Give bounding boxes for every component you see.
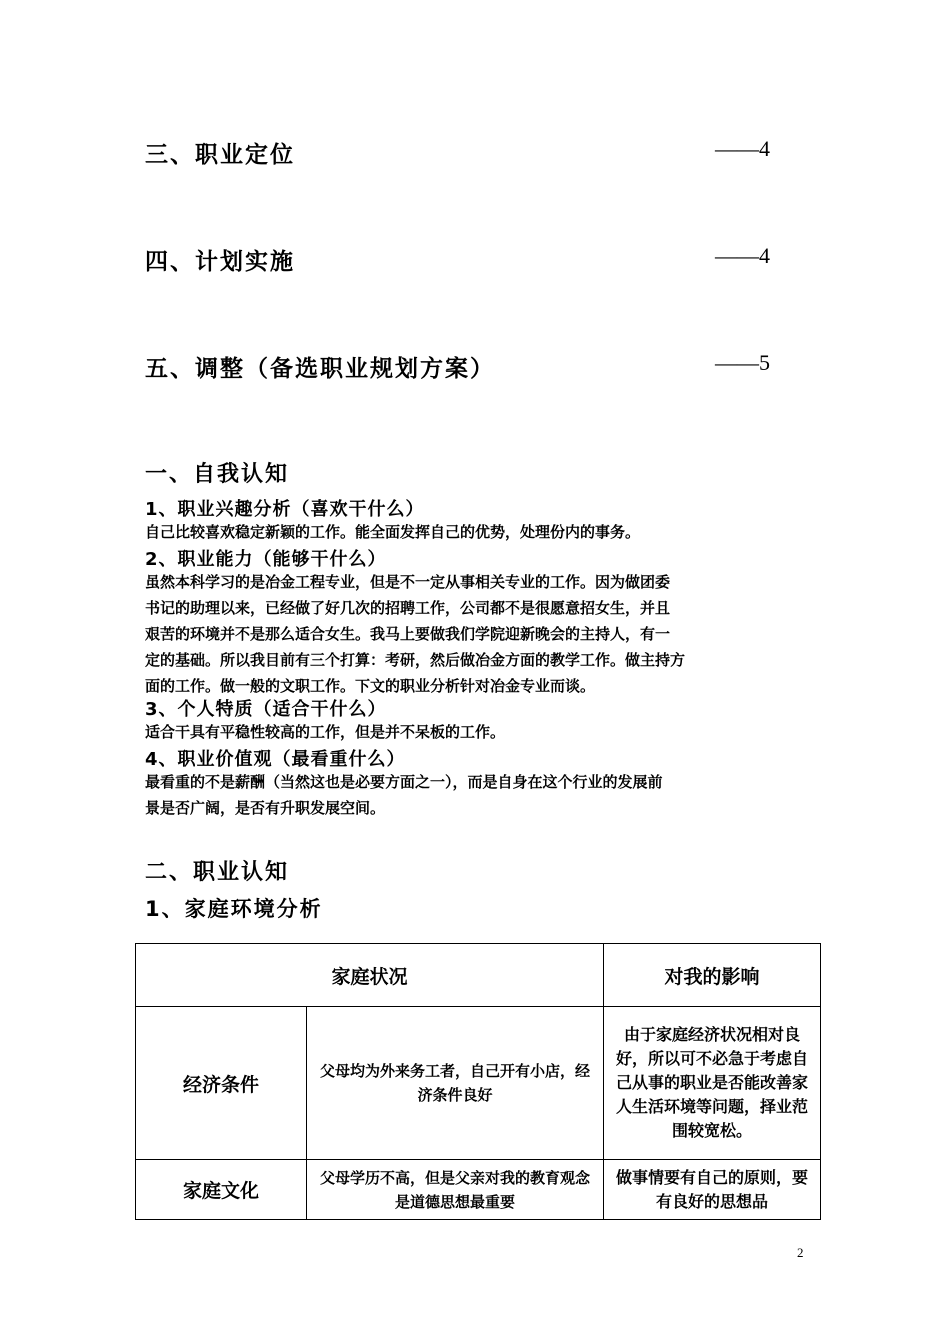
- row-description: 父母均为外来务工者，自己开有小店，经济条件良好: [307, 1007, 604, 1160]
- table-row: [136, 1160, 821, 1220]
- row-effect: 做事情要有自己的原则，要有良好的思想品: [604, 1160, 821, 1220]
- text-line: 最看重的不是薪酬（当然这也是必要方面之一），而是自身在这个行业的发展前: [145, 773, 663, 791]
- header-effect-on-me: 对我的影响: [604, 944, 821, 1007]
- text-line: 定的基础。所以我目前有三个打算：考研，然后做冶金方面的教学工作。做主持方: [145, 651, 686, 669]
- table-row: [136, 1007, 821, 1160]
- page-number: 2: [797, 1245, 804, 1260]
- section-heading-self-awareness: 一、自我认知: [145, 462, 290, 487]
- text-line: 自己比较喜欢稳定新颖的工作。能全面发挥自己的优势，处理份内的事务。: [145, 523, 641, 541]
- toc-entry-3[interactable]: [145, 136, 770, 176]
- text-line: 虽然本科学习的是冶金工程专业，但是不一定从事相关专业的工作。因为做团委: [145, 573, 671, 591]
- text-line: 艰苦的环境并不是那么适合女生。我马上要做我们学院迎新晚会的主持人，有一: [145, 625, 671, 643]
- paragraph-interest: [145, 519, 813, 545]
- toc-entry-5[interactable]: [145, 350, 770, 390]
- family-environment-table: [135, 943, 821, 1220]
- toc-entry-4[interactable]: [145, 243, 770, 283]
- header-family-situation: 家庭状况: [136, 944, 604, 1007]
- row-description: 父母学历不高，但是父亲对我的教育观念是道德思想最重要: [307, 1160, 604, 1220]
- toc-page-ref: ——5: [715, 350, 770, 375]
- subheading-traits: 3、个人特质（适合干什么）: [145, 699, 387, 720]
- text-line: 面的工作。做一般的文职工作。下文的职业分析针对冶金专业而谈。: [145, 677, 596, 695]
- toc-page-ref: ——4: [715, 243, 770, 268]
- subheading-family-environment: 1、家庭环境分析: [145, 897, 323, 921]
- row-effect: 由于家庭经济状况相对良好，所以可不必急于考虑自己从事的职业是否能改善家人生活环境等问题，择业范围较宽松。: [604, 1007, 821, 1160]
- text-line: 景是否广阔，是否有升职发展空间。: [145, 799, 386, 817]
- row-category: 家庭文化: [136, 1160, 307, 1220]
- paragraph-ability: [145, 569, 813, 699]
- row-category: 经济条件: [136, 1007, 307, 1160]
- toc-title: 四、计划实施: [145, 249, 295, 275]
- paragraph-values: [145, 769, 813, 821]
- section-heading-career-awareness: 二、职业认知: [145, 860, 290, 885]
- text-line: 适合干具有平稳性较高的工作，但是并不呆板的工作。: [145, 723, 506, 741]
- subheading-interest: 1、职业兴趣分析（喜欢干什么）: [145, 499, 425, 520]
- toc-page-ref: ——4: [715, 136, 770, 161]
- subheading-values: 4、职业价值观（最看重什么）: [145, 749, 406, 770]
- subheading-ability: 2、职业能力（能够干什么）: [145, 549, 387, 570]
- toc-title: 三、职业定位: [145, 142, 295, 168]
- paragraph-traits: [145, 719, 813, 745]
- text-line: 书记的助理以来，已经做了好几次的招聘工作，公司都不是很愿意招女生，并且: [145, 599, 671, 617]
- toc-title: 五、调整（备选职业规划方案）: [145, 356, 495, 382]
